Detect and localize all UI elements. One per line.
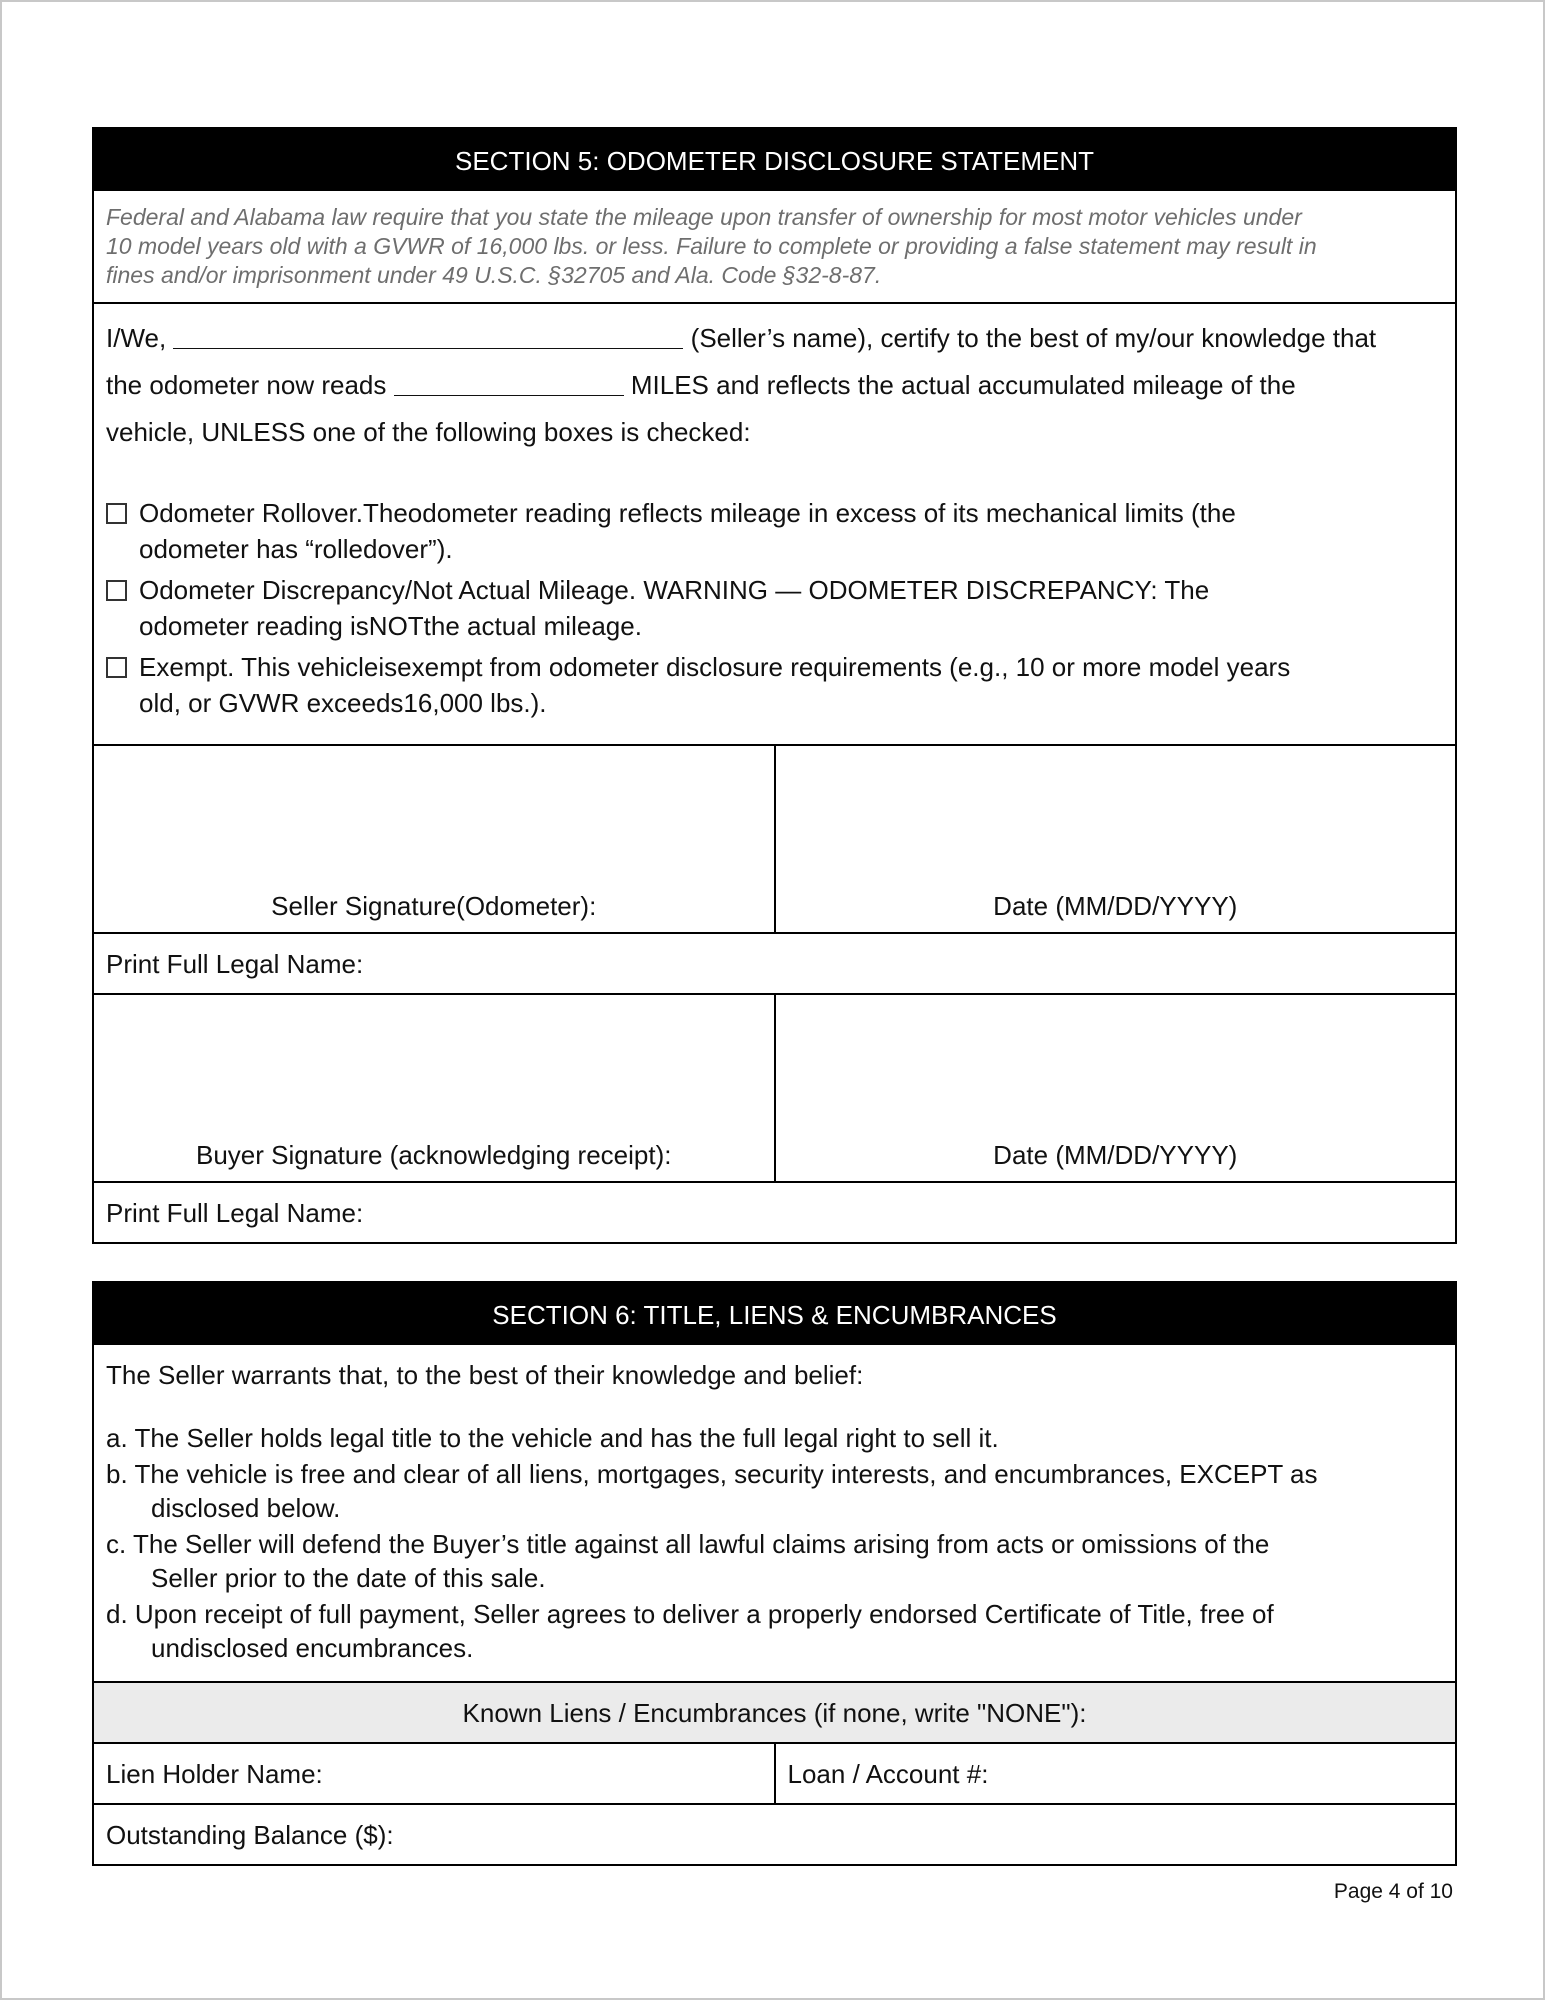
cert-line-3: vehicle, UNLESS one of the following boxes is checked:: [106, 417, 751, 447]
warranty-item: [106, 1457, 1443, 1527]
cert-line-1: [106, 318, 1443, 365]
lien-info-row: [94, 1744, 1455, 1805]
seller-date-label: Date (MM/DD/YYYY): [993, 891, 1238, 921]
warranty-item-line-1: b. The vehicle is free and clear of all liens, mortgages, security interests, and encumbrances, EXCEPT as: [106, 1459, 1318, 1489]
discrepancy-checkbox[interactable]: [106, 580, 127, 601]
checkbox-label-line-2: odometer reading isNOTthe actual mileage.: [139, 611, 642, 641]
cert-prefix: the odometer now reads: [106, 370, 387, 400]
section-5-odometer-disclosure: [92, 127, 1457, 1244]
lien-holder-name-field[interactable]: Lien Holder Name:: [106, 1759, 323, 1789]
warranty-item-line-1: d. Upon receipt of full payment, Seller agrees to deliver a properly endorsed Certificate of Title, free of: [106, 1599, 1274, 1629]
odometer-certification: [94, 304, 1455, 746]
outstanding-balance-field[interactable]: Outstanding Balance ($):: [106, 1820, 394, 1850]
page-number: Page 4 of 10: [1333, 1880, 1453, 1903]
warranty-lead: The Seller warrants that, to the best of their knowledge and belief:: [106, 1360, 864, 1390]
buyer-date-field[interactable]: [774, 995, 1456, 1181]
warranty-item: [106, 1421, 1443, 1457]
odometer-reading-blank[interactable]: [394, 367, 624, 396]
seller-date-field[interactable]: [774, 746, 1456, 932]
checkbox-label: [139, 649, 1290, 724]
exempt-checkbox[interactable]: [106, 657, 127, 678]
intro-line: 10 model years old with a GVWR of 16,000 lbs. or less. Failure to complete or providing a false statement may result in: [106, 233, 1317, 259]
loan-account-field[interactable]: Loan / Account #:: [774, 1744, 1456, 1803]
intro-line: fines and/or imprisonment under 49 U.S.C. §32705 and Ala. Code §32-8-87.: [106, 262, 882, 288]
checkbox-label-line-2: odometer has “rolledover”).: [139, 534, 453, 564]
warranty-item-line-2: undisclosed encumbrances.: [151, 1633, 474, 1663]
buyer-print-name-field[interactable]: Print Full Legal Name:: [106, 1198, 364, 1228]
checkbox-item-discrepancy: [106, 572, 1443, 647]
warranty-item-line-2: disclosed below.: [151, 1493, 341, 1523]
section-5-title: SECTION 5: ODOMETER DISCLOSURE STATEMENT: [94, 129, 1455, 191]
odometer-checkbox-list: [106, 495, 1443, 724]
warranty-item: [106, 1597, 1443, 1667]
checkbox-label-line-1: Odometer Discrepancy/Not Actual Mileage. WARNING — ODOMETER DISCREPANCY: The: [139, 575, 1210, 605]
checkbox-label-line-1: Odometer Rollover.Theodometer reading reflects mileage in excess of its mechanical limits (the: [139, 498, 1236, 528]
checkbox-label: [139, 572, 1209, 647]
warranty-item-line-1: a. The Seller holds legal title to the vehicle and has the full legal right to sell it.: [106, 1423, 999, 1453]
cert-suffix: (Seller’s name), certify to the best of my/our knowledge that: [690, 323, 1377, 353]
cert-suffix: MILES and reflects the actual accumulated mileage of the: [630, 370, 1296, 400]
checkbox-item-exempt: [106, 649, 1443, 724]
seller-signature-row: [94, 746, 1455, 934]
seller-signature-field[interactable]: [94, 746, 774, 932]
checkbox-label: [139, 495, 1236, 570]
warranty-item: [106, 1527, 1443, 1597]
seller-print-name-field[interactable]: Print Full Legal Name:: [94, 934, 1455, 995]
section-6-title-liens: [92, 1281, 1457, 1866]
seller-signature-label: Seller Signature(Odometer):: [271, 891, 597, 921]
buyer-date-label: Date (MM/DD/YYYY): [993, 1140, 1238, 1170]
warranty-item-line-2: Seller prior to the date of this sale.: [151, 1563, 546, 1593]
rollover-checkbox[interactable]: [106, 503, 127, 524]
warranty-item-line-1: c. The Seller will defend the Buyer’s title against all lawful claims arising from acts or omissions of the: [106, 1529, 1270, 1559]
seller-name-blank[interactable]: [173, 320, 683, 349]
buyer-signature-label: Buyer Signature (acknowledging receipt):: [196, 1140, 672, 1170]
cert-line-2: [106, 365, 1443, 412]
known-liens-header: Known Liens / Encumbrances (if none, write "NONE"):: [94, 1683, 1455, 1744]
checkbox-label-line-2: old, or GVWR exceeds16,000 lbs.).: [139, 688, 547, 718]
cert-prefix: I/We,: [106, 323, 167, 353]
seller-warranty-block: [94, 1345, 1455, 1683]
buyer-signature-row: [94, 995, 1455, 1183]
section-5-intro: [94, 191, 1455, 304]
intro-line: Federal and Alabama law require that you state the mileage upon transfer of ownership for most motor vehicles under: [106, 204, 1302, 230]
checkbox-label-line-1: Exempt. This vehicleisexempt from odometer disclosure requirements (e.g., 10 or more model years: [139, 652, 1291, 682]
section-6-title: SECTION 6: TITLE, LIENS & ENCUMBRANCES: [94, 1283, 1455, 1345]
checkbox-item-rollover: [106, 495, 1443, 570]
buyer-signature-field[interactable]: [94, 995, 774, 1181]
